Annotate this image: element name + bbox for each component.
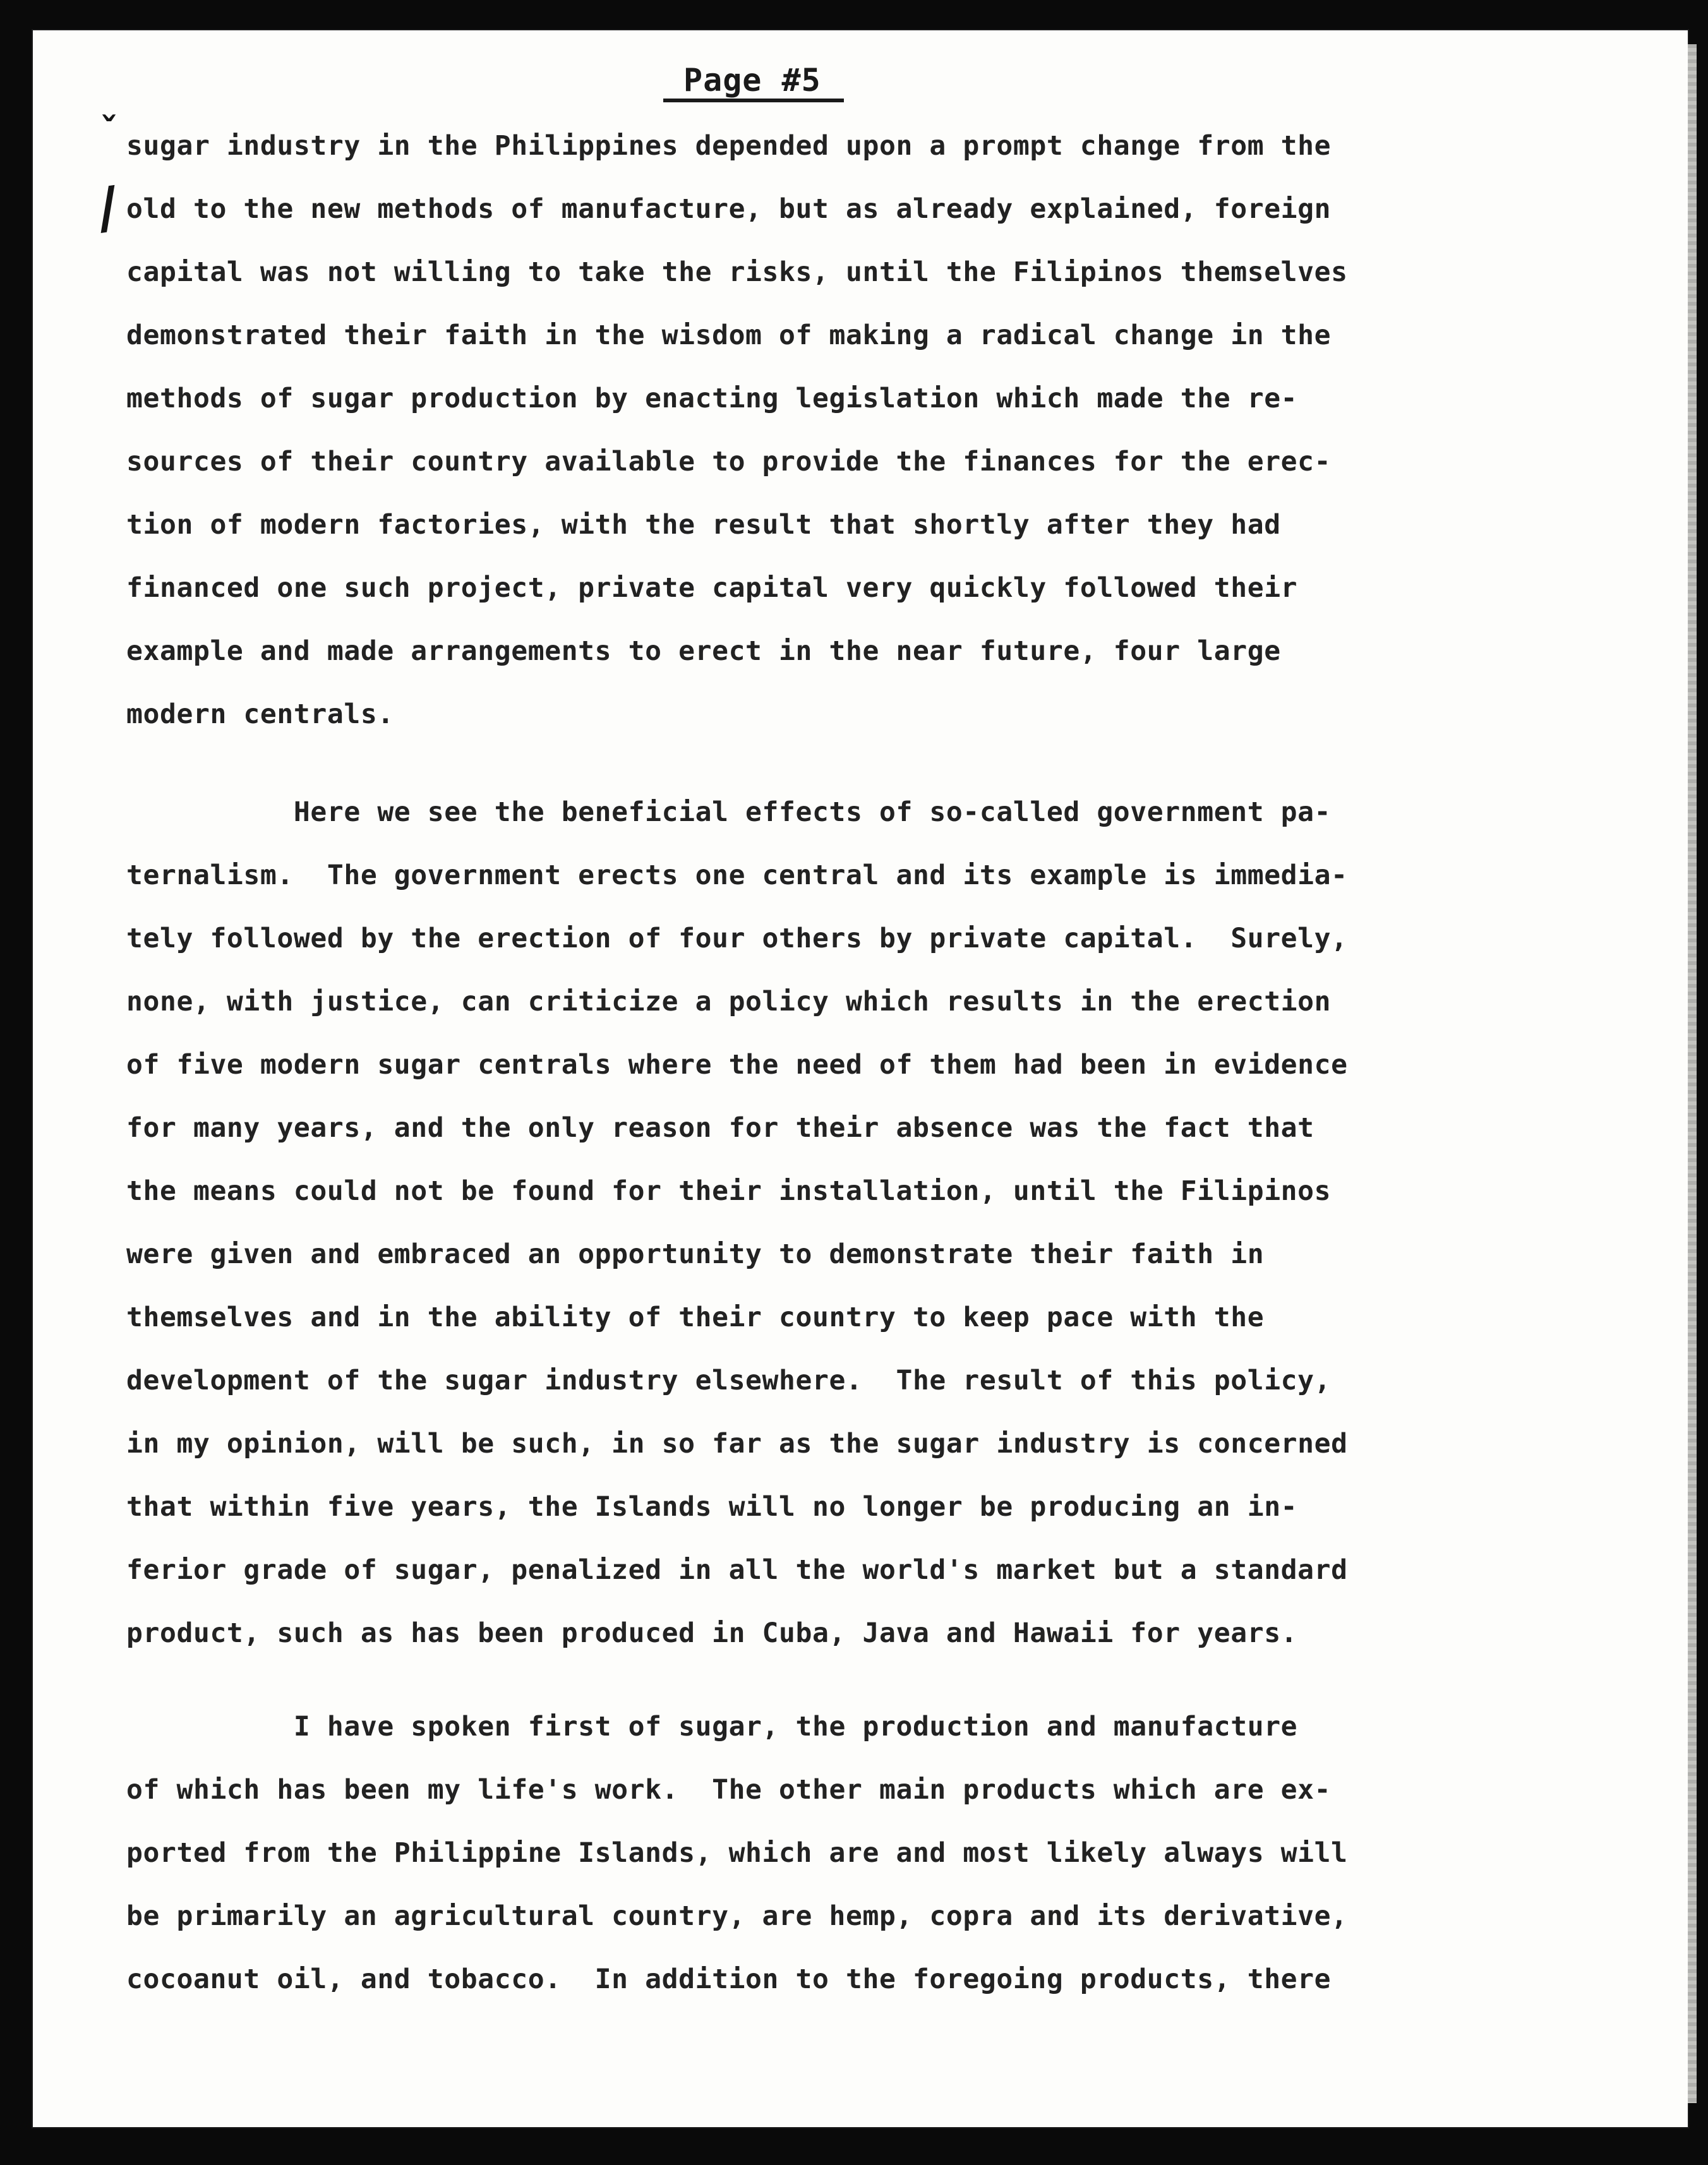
page-number-underline [663,99,844,102]
text-line: themselves and in the ability of their country to keep pace with the [126,1302,1265,1333]
text-line: of which has been my life's work. The other main products which are ex- [126,1774,1332,1806]
text-line: in my opinion, will be such, in so far as the sugar industry is concerned [126,1428,1348,1460]
text-line: none, with justice, can criticize a policy which results in the erection [126,986,1332,1017]
text-line: ferior grade of sugar, penalized in all the world's market but a standard [126,1554,1348,1586]
page-number-heading: Page #5 [683,62,821,99]
text-line: demonstrated their faith in the wisdom of making a radical change in the [126,320,1332,351]
text-line: the means could not be found for their installation, until the Filipinos [126,1175,1332,1207]
text-line: tion of modern factories, with the result that shortly after they had [126,509,1281,541]
text-line: ternalism. The government erects one central and its example is immedia- [126,860,1348,891]
text-line: cocoanut oil, and tobacco. In addition to the foregoing products, there [126,1964,1332,1995]
text-line: be primarily an agricultural country, are hemp, copra and its derivative, [126,1900,1348,1932]
paragraph-2 [126,781,1348,1665]
text-line: of five modern sugar centrals where the need of them had been in evidence [126,1049,1348,1081]
text-line: ported from the Philippine Islands, which are and most likely always will [126,1837,1348,1869]
text-line: for many years, and the only reason for their absence was the fact that [126,1112,1314,1144]
text-line: Here we see the beneficial effects of so-called government pa- [126,796,1332,828]
stacked-page-edges [1688,44,1697,2103]
text-line: sources of their country available to provide the finances for the erec- [126,446,1332,477]
text-line: I have spoken first of sugar, the production and manufacture [126,1711,1298,1742]
text-line: methods of sugar production by enacting legislation which made the re- [126,383,1298,414]
text-line: sugar industry in the Philippines depended upon a prompt change from the [126,130,1332,162]
text-line: example and made arrangements to erect in the near future, four large [126,635,1281,667]
text-line: old to the new methods of manufacture, but as already explained, foreign [126,193,1332,225]
paragraph-1 [126,114,1348,746]
text-line: capital was not willing to take the risks, until the Filipinos themselves [126,256,1348,288]
text-line: product, such as has been produced in Cuba, Java and Hawaii for years. [126,1617,1298,1649]
text-line: were given and embraced an opportunity to demonstrate their faith in [126,1238,1265,1270]
text-line: development of the sugar industry elsewhere. The result of this policy, [126,1365,1332,1396]
paragraph-3 [126,1695,1348,2011]
text-line: financed one such project, private capital very quickly followed their [126,572,1298,604]
text-line: tely followed by the erection of four others by private capital. Surely, [126,923,1348,954]
text-line: modern centrals. [126,699,394,730]
text-line: that within five years, the Islands will no longer be producing an in- [126,1491,1298,1523]
handwritten-tick-mark-icon: ˇ [100,110,118,153]
handwritten-margin-mark-icon: ∕ [92,173,123,241]
